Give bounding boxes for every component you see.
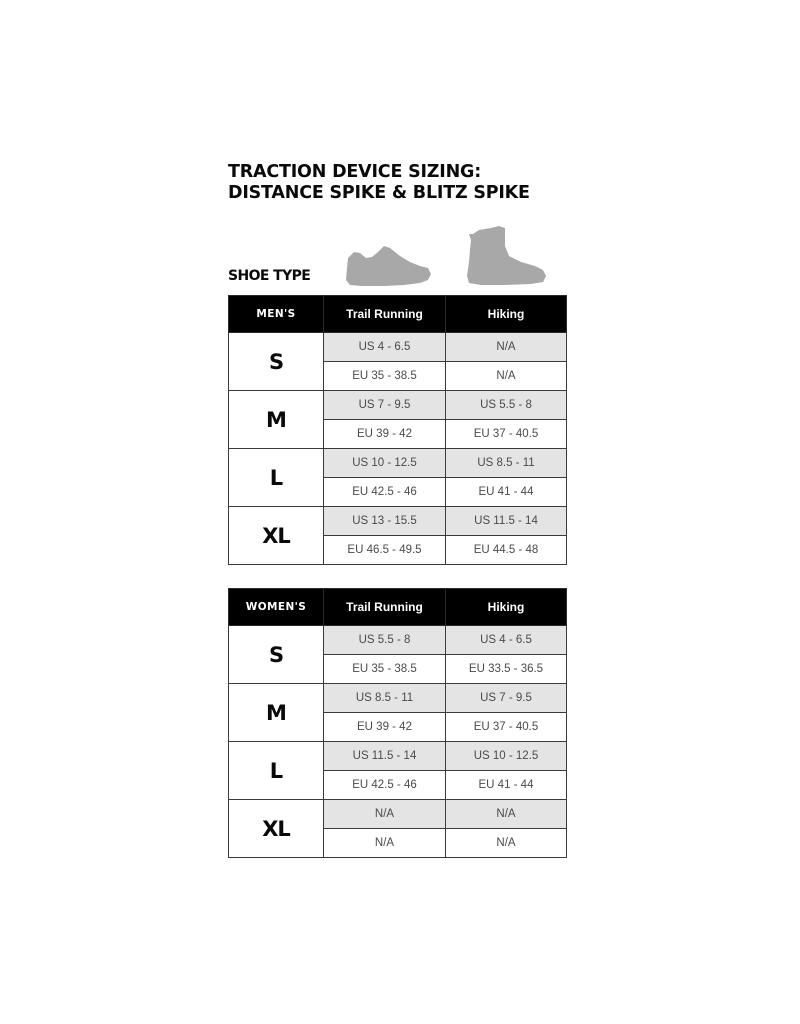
page-title xyxy=(228,162,530,204)
table-row xyxy=(229,800,567,829)
cell-hiking-eu: N/A xyxy=(446,362,567,391)
cell-hiking-eu: EU 33.5 - 36.5 xyxy=(446,655,567,684)
cell-trail-eu: EU 35 - 38.5 xyxy=(324,362,446,391)
header-trail-running: Trail Running xyxy=(324,589,446,626)
cell-trail-us: US 5.5 - 8 xyxy=(324,626,446,655)
womens-sizing-table xyxy=(228,588,567,858)
cell-hiking-us: US 11.5 - 14 xyxy=(446,507,567,536)
table-row xyxy=(229,507,567,536)
cell-hiking-us: N/A xyxy=(446,333,567,362)
cell-trail-us: US 13 - 15.5 xyxy=(324,507,446,536)
cell-hiking-us: US 4 - 6.5 xyxy=(446,626,567,655)
cell-trail-eu: EU 39 - 42 xyxy=(324,420,446,449)
table-row xyxy=(229,742,567,771)
cell-trail-us: US 10 - 12.5 xyxy=(324,449,446,478)
header-trail-running: Trail Running xyxy=(324,296,446,333)
size-label: S xyxy=(229,333,324,391)
cell-trail-us: N/A xyxy=(324,800,446,829)
cell-hiking-us: US 5.5 - 8 xyxy=(446,391,567,420)
cell-trail-us: US 7 - 9.5 xyxy=(324,391,446,420)
cell-trail-us: US 8.5 - 11 xyxy=(324,684,446,713)
header-hiking: Hiking xyxy=(446,296,567,333)
cell-hiking-eu: EU 44.5 - 48 xyxy=(446,536,567,565)
cell-trail-us: US 4 - 6.5 xyxy=(324,333,446,362)
title-line-2: DISTANCE SPIKE & BLITZ SPIKE xyxy=(228,183,530,203)
header-hiking: Hiking xyxy=(446,589,567,626)
size-label: L xyxy=(229,449,324,507)
size-label: XL xyxy=(229,507,324,565)
cell-hiking-eu: EU 41 - 44 xyxy=(446,478,567,507)
table-row xyxy=(229,684,567,713)
cell-trail-eu: EU 42.5 - 46 xyxy=(324,771,446,800)
hiking-boot-icon xyxy=(465,226,547,286)
running-shoe-icon xyxy=(344,244,432,288)
cell-trail-eu: EU 39 - 42 xyxy=(324,713,446,742)
table-row xyxy=(229,449,567,478)
mens-sizing-table xyxy=(228,295,567,565)
size-label: S xyxy=(229,626,324,684)
cell-hiking-eu: N/A xyxy=(446,829,567,858)
cell-hiking-eu: EU 41 - 44 xyxy=(446,771,567,800)
header-category: WOMEN'S xyxy=(229,589,324,626)
cell-trail-eu: EU 42.5 - 46 xyxy=(324,478,446,507)
cell-hiking-us: US 10 - 12.5 xyxy=(446,742,567,771)
cell-trail-eu: EU 46.5 - 49.5 xyxy=(324,536,446,565)
cell-trail-eu: EU 35 - 38.5 xyxy=(324,655,446,684)
table-row xyxy=(229,333,567,362)
cell-hiking-eu: EU 37 - 40.5 xyxy=(446,713,567,742)
title-line-1: TRACTION DEVICE SIZING: xyxy=(228,162,482,182)
cell-trail-us: US 11.5 - 14 xyxy=(324,742,446,771)
header-category: MEN'S xyxy=(229,296,324,333)
size-label: XL xyxy=(229,800,324,858)
cell-hiking-us: US 8.5 - 11 xyxy=(446,449,567,478)
size-label: M xyxy=(229,684,324,742)
cell-hiking-us: US 7 - 9.5 xyxy=(446,684,567,713)
table-header-row xyxy=(229,589,567,626)
table-row xyxy=(229,626,567,655)
table-row xyxy=(229,391,567,420)
size-label: L xyxy=(229,742,324,800)
size-label: M xyxy=(229,391,324,449)
cell-hiking-eu: EU 37 - 40.5 xyxy=(446,420,567,449)
cell-trail-eu: N/A xyxy=(324,829,446,858)
table-header-row xyxy=(229,296,567,333)
shoe-type-label: SHOE TYPE xyxy=(228,268,311,284)
cell-hiking-us: N/A xyxy=(446,800,567,829)
